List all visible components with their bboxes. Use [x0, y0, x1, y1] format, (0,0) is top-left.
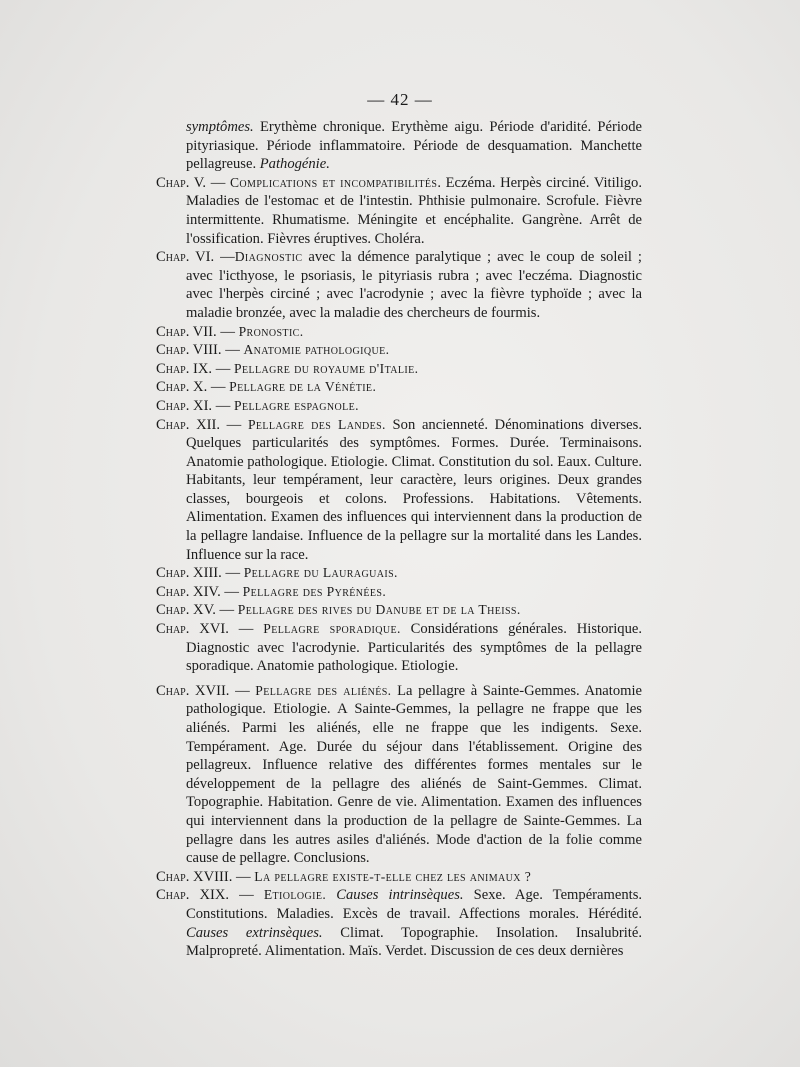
entry-text: Erythème chronique. Erythème aigu. Période d'aridité. Période pityriasique. Période inflammatoire. Période de desquamation. Manchette pellagreuse. — [186, 119, 642, 173]
chapter-title: Pellagre sporadique. — [263, 621, 401, 637]
chapter-label: Chap. XVI. — [156, 621, 229, 638]
toc-entry-continuation — [156, 118, 642, 174]
chapter-title: Pellagre des Pyrénées. — [242, 583, 387, 599]
chapter-label: Chap. XV. — [156, 602, 216, 619]
toc-entry-chap-vi: Chap. VI. —Diagnostic avec la démence paralytique ; avec le coup de soleil ; avec l'icthyose, le psoriasis, le pityriasis rubra ; avec l'eczéma. Diagnostic avec l'herpès circiné ; avec l'acrodynie ; avec la fièvre typhoïde ; avec la maladie bronzée, avec la maladie des chercheurs de fourmis. — [156, 249, 642, 321]
chapter-label: Chap. XIV. — [156, 583, 221, 600]
chapter-title: Anatomie pathologique. — [243, 342, 390, 358]
chapter-label: Chap. IX. — [156, 360, 213, 377]
chapter-title: Pellagre de la Vénétie. — [229, 379, 377, 395]
chapter-title: Pellagre des Landes. — [247, 416, 386, 432]
toc-entry-chap-viii: Chap. VIII. — Anatomie pathologique. — [156, 342, 390, 359]
chapter-label: Chap. VIII. — [156, 342, 222, 359]
chapter-label: Chap. XVIII. — [156, 868, 233, 885]
chapter-label: Chap. XII. — [156, 416, 220, 433]
chapter-label: Chap. X. — [156, 379, 208, 396]
chapter-text: La pellagre à Sainte-Gemmes. Anatomie pathologique. Etiologie. A Sainte-Gemmes, la pellagre ne frappe que les aliénés. Parmi les aliénés, elle ne frappe que les indigents. Sexe. Tempérament. Age. Durée du séjour dans l'établissement. Origine des pellagreux. Influence relative des différentes formes mentales sur le développement de la pellagre des aliénés de Saint-Gemmes. Climat. Topographie. Habitation. Genre de vie. Alimentation. Examen des influences qui interviennent dans la production de la pellagre de Sainte-Gemmes. La pellagre dans les autres asiles d'aliénés. Mode d'action de la folie comme cause de pellagre. Conclusions. — [186, 682, 643, 867]
toc-entry-chap-xvi: Chap. XVI. — Pellagre sporadique. Considérations générales. Historique. Diagnostic avec l'acrodynie. Particularités des symptômes de la pellagre sporadique. Anatomie pathologique. Etiologie. — [156, 621, 643, 675]
chapter-text: avec la démence paralytique ; avec le coup de soleil ; avec l'icthyose, le psoriasis, le pityriasis rubra ; avec l'eczéma. Diagnostic avec l'herpès circiné ; avec l'acrodynie ; avec la fièvre typhoïde ; avec la maladie bronzée, avec la maladie des chercheurs de fourmis. — [186, 249, 642, 321]
chapter-label: Chap. VII. — [156, 323, 217, 340]
chapter-label: Chap. XIX. — [156, 887, 230, 904]
chapter-title: La pellagre existe-t-elle chez les animaux ? — [254, 868, 532, 884]
chapter-title: Complications et incompatibilités — [229, 174, 438, 190]
chapter-text-italic: Causes intrinsèques. — [336, 887, 464, 904]
chapter-title: Pellagre des rives du Danube et de la Theiss. — [237, 602, 521, 618]
toc-entry-chap-xvii: Chap. XVII. — Pellagre des aliénés. La pellagre à Sainte-Gemmes. Anatomie pathologique. Etiologie. A Sainte-Gemmes, la pellagre ne frappe que les aliénés. Parmi les aliénés, elle ne frappe que les indigents. Sexe. Tempérament. Age. Durée du séjour dans l'établissement. Origine des pellagreux. Influence relative des différentes formes mentales sur le développement de la pellagre des aliénés de Saint-Gemmes. Climat. Topographie. Habitation. Genre de vie. Alimentation. Examen des influences qui interviennent dans la production de la pellagre de Sainte-Gemmes. La pellagre dans les autres asiles d'aliénés. Mode d'action de la folie comme cause de pellagre. Conclusions. — [156, 682, 643, 867]
toc-entry-chap-xix: Chap. XIX. — Etiologie. Causes intrinsèques. Sexe. Age. Tempéraments. Constitutions. Maladies. Excès de travail. Affections morales. Hérédité. Causes extrinsèques. Climat. Topographie. Insolation. Insalubrité. Malpropreté. Alimentation. Maïs. Verdet. Discussion de ces deux dernières — [156, 887, 643, 960]
toc-entry-chap-v: Chap. V. — Complications et incompatibilités. Eczéma. Herpès circiné. Vitiligo. Maladies de l'estomac et de l'intestin. Phthisie pulmonaire. Scrofule. Fièvre intermittente. Rhumatisme. Méningite et encéphalite. Gangrène. Arrêt de l'ossification. Fièvres éruptives. Choléra. — [156, 174, 642, 247]
table-of-contents — [156, 118, 642, 961]
chapter-label: Chap. XVII. — [156, 682, 230, 699]
chapter-text: Sexe. Age. Tempéraments. Constitutions. Maladies. Excès de travail. Affections morales. Hérédité. — [186, 887, 643, 922]
chapter-text: . Eczéma. Herpès circiné. Vitiligo. Maladies de l'estomac et de l'intestin. Phthisie pulmonaire. Scrofule. Fièvre intermittente. Rhumatisme. Méningite et encéphalite. Gangrène. Arrêt de l'ossification. Fièvres éruptives. Choléra. — [186, 174, 642, 247]
chapter-text — [326, 887, 336, 903]
chapter-text: Son ancienneté. Dénominations diverses. Quelques particularités des symptômes. Formes. Durée. Terminaisons. Anatomie pathologique. Etiologie. Climat. Constitution du sol. Eaux. Culture. Habitants, leur tempérament, leur caractère, leurs origines. Deux grandes classes, bourgeois et colons. Professions. Habitations. Vêtements. Alimentation. Examen des influences qui interviennent dans la production de la pellagre landaise. Influence de la pellagre sur la mortalité dans les Landes. Influence sur la race. — [186, 416, 642, 563]
chapter-text: Considérations générales. Historique. Diagnostic avec l'acrodynie. Particularités des symptômes de la pellagre sporadique. Anatomie pathologique. Etiologie. — [186, 621, 643, 675]
chapter-title: Pellagre espagnole. — [233, 397, 359, 413]
toc-entry-chap-xiv: Chap. XIV. — Pellagre des Pyrénées. — [156, 583, 387, 600]
chapter-text: Climat. Topographie. Insolation. Insalubrité. Malpropreté. Alimentation. Maïs. Verdet. Discussion de ces deux dernières — [186, 924, 642, 960]
toc-entry-chap-x: Chap. X. — Pellagre de la Vénétie. — [156, 379, 377, 396]
toc-entry-chap-xii: Chap. XII. — Pellagre des Landes. Son ancienneté. Dénominations diverses. Quelques particularités des symptômes. Formes. Durée. Terminaisons. Anatomie pathologique. Etiologie. Climat. Constitution du sol. Eaux. Culture. Habitants, leur tempérament, leur caractère, leurs origines. Deux grandes classes, bourgeois et colons. Professions. Habitations. Vêtements. Alimentation. Examen des influences qui interviennent dans la production de la pellagre landaise. Influence de la pellagre sur la mortalité dans les Landes. Influence sur la race. — [156, 416, 642, 563]
toc-entry-chap-xv: Chap. XV. — Pellagre des rives du Danube et de la Theiss. — [156, 602, 521, 619]
entry-text-italic: symptômes. — [186, 119, 254, 135]
chapter-label: Chap. XI. — [156, 397, 213, 414]
chapter-title: Pellagre du Lauraguais. — [243, 565, 398, 581]
chapter-title: Etiologie. — [263, 887, 327, 903]
chapter-label: Chap. V. — [156, 174, 207, 191]
chapter-title: Pellagre du royaume d'Italie. — [233, 360, 419, 376]
chapter-title: Pronostic. — [238, 323, 304, 339]
entry-text-italic: Pathogénie. — [259, 156, 330, 173]
toc-entry-chap-vii: Chap. VII. — Pronostic. — [156, 323, 304, 340]
page-number: — 42 — — [367, 90, 433, 109]
toc-entry-chap-ix: Chap. IX. — Pellagre du royaume d'Italie. — [156, 360, 419, 377]
chapter-label: Chap. XIII. — [156, 565, 222, 582]
toc-entry-chap-xviii: Chap. XVIII. — La pellagre existe-t-elle chez les animaux ? — [156, 868, 532, 885]
chapter-title: Pellagre des aliénés. — [255, 682, 392, 698]
toc-entry-chap-xi: Chap. XI. — Pellagre espagnole. — [156, 397, 359, 414]
toc-entry-chap-xiii: Chap. XIII. — Pellagre du Lauraguais. — [156, 565, 398, 582]
chapter-text-italic: Causes extrinsèques. — [186, 924, 323, 941]
chapter-title: Diagnostic — [234, 249, 303, 265]
chapter-label: Chap. VI. — [156, 249, 215, 266]
